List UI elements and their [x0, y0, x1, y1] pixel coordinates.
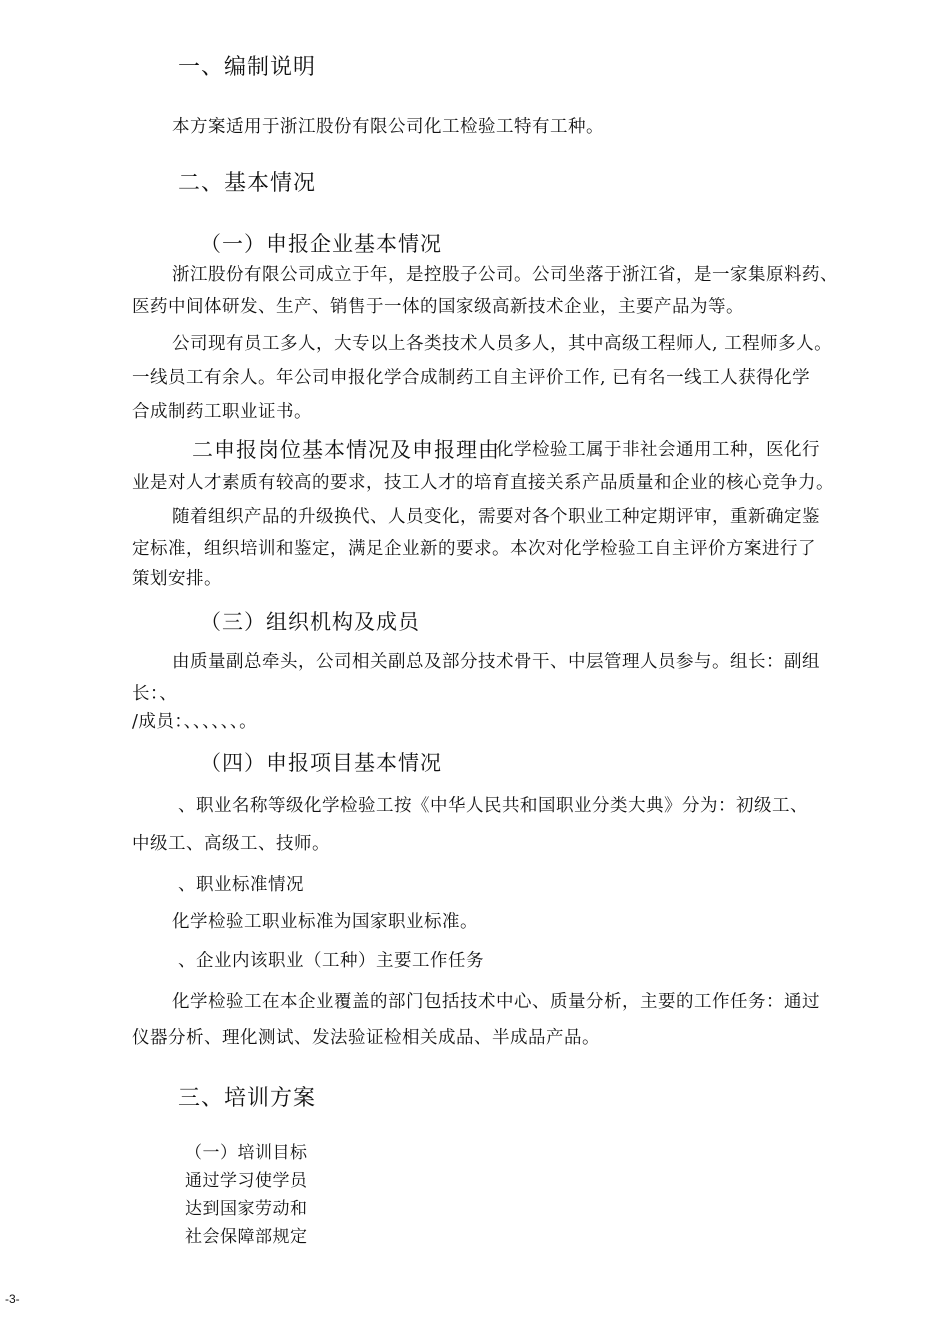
paragraph-line: 化学检验工属于非社会通用工种，医化行	[496, 440, 820, 460]
paragraph-line: 随着组织产品的升级换代、人员变化，需要对各个职业工种定期评审，重新确定鉴	[172, 507, 820, 527]
page-number: -3-	[5, 1292, 20, 1306]
paragraph-line: /成员：、、、、、、。	[132, 712, 258, 732]
paragraph-line: 一线员工有余人。年公司申报化学合成制药工自主评价工作, 已有名一线工人获得化学	[132, 368, 811, 388]
section-heading-1: 一、编制说明	[178, 55, 317, 80]
subsection-heading-3: （三）组织机构及成员	[200, 610, 420, 634]
paragraph-line: 长：、	[132, 684, 178, 704]
paragraph-line: 定标准，组织培训和鉴定，满足企业新的要求。本次对化学检验工自主评价方案进行了	[132, 539, 816, 559]
paragraph-line: 、职业名称等级化学检验工按《中华人民共和国职业分类大典》分为：初级工、	[178, 796, 808, 816]
paragraph-line: 公司现有员工多人，大专以上各类技术人员多人，其中高级工程师人, 工程师多人。	[172, 334, 833, 354]
subsection-heading-4: （四）申报项目基本情况	[200, 751, 442, 775]
paragraph-line: 合成制药工职业证书。	[132, 402, 312, 422]
paragraph-line: 、企业内该职业（工种）主要工作任务	[178, 951, 484, 971]
paragraph-line: 策划安排。	[132, 569, 222, 589]
paragraph-line: 医药中间体研发、生产、销售于一体的国家级高新技术企业，主要产品为等。	[132, 297, 744, 317]
paragraph-line: 业是对人才素质有较高的要求，技工人才的培育直接关系产品质量和企业的核心竞争力。	[132, 473, 834, 493]
subsection-heading-2: 二申报岗位基本情况及申报理由	[192, 438, 500, 462]
paragraph-line: （一）培训目标	[185, 1143, 308, 1163]
section-heading-3: 三、培训方案	[178, 1086, 317, 1111]
paragraph-line: 化学检验工在本企业覆盖的部门包括技术中心、质量分析，主要的工作任务：通过	[172, 992, 820, 1012]
section-1-body: 本方案适用于浙江股份有限公司化工检验工特有工种。	[172, 117, 604, 137]
subsection-heading-1: （一）申报企业基本情况	[200, 232, 442, 256]
paragraph-line: 由质量副总牵头，公司相关副总及部分技术骨干、中层管理人员参与。组长：副组	[172, 652, 820, 672]
paragraph-line: 化学检验工职业标准为国家职业标准。	[172, 912, 478, 932]
paragraph-line: 仪器分析、理化测试、发法验证检相关成品、半成品产品。	[132, 1028, 600, 1048]
paragraph-line: 社会保障部规定	[185, 1227, 308, 1247]
paragraph-line: 通过学习使学员	[185, 1171, 308, 1191]
paragraph-line: 达到国家劳动和	[185, 1199, 308, 1219]
paragraph-line: 、职业标准情况	[178, 875, 304, 895]
paragraph-line: 浙江股份有限公司成立于年，是控股子公司。公司坐落于浙江省，是一家集原料药、	[172, 265, 838, 285]
section-heading-2: 二、基本情况	[178, 171, 317, 196]
paragraph-line: 中级工、高级工、技师。	[132, 834, 330, 854]
